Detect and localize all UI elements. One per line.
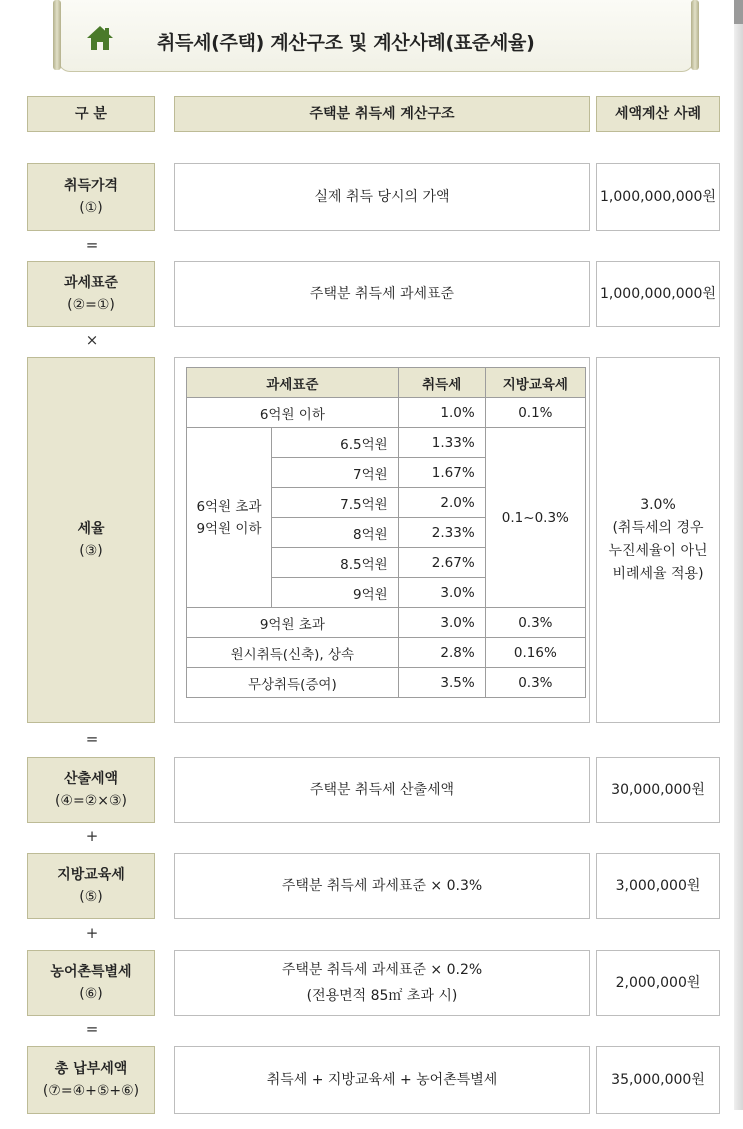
cell-base: 8억원 [272, 518, 399, 548]
desc-calculated-tax: 주택분 취득세 산출세액 [174, 757, 590, 823]
operator: + [85, 827, 99, 845]
cell-rate: 3.0% [398, 578, 485, 608]
value-total-tax: 35,000,000원 [596, 1046, 720, 1114]
header-col-structure: 주택분 취득세 계산구조 [174, 96, 590, 132]
table-row [187, 398, 586, 428]
cell-rate: 1.33% [398, 428, 485, 458]
th-edu-tax: 지방교육세 [485, 368, 585, 398]
cell-base: 원시취득(신축), 상속 [187, 638, 399, 668]
operator: = [85, 730, 99, 748]
house-icon [85, 24, 115, 56]
desc-acquisition-price: 실제 취득 당시의 가액 [174, 163, 590, 231]
cell-rate: 2.33% [398, 518, 485, 548]
cell-base: 9억원 초과 [187, 608, 399, 638]
th-acq-tax: 취득세 [398, 368, 485, 398]
value-calculated-tax: 30,000,000원 [596, 757, 720, 823]
operator: × [85, 331, 99, 349]
rate-table [186, 367, 586, 698]
table-row [187, 608, 586, 638]
desc-total-tax: 취득세 + 지방교육세 + 농어촌특별세 [174, 1046, 590, 1114]
label-acquisition-price: 취득가격 (①) [27, 163, 155, 231]
table-row [187, 428, 586, 458]
th-tax-base: 과세표준 [187, 368, 399, 398]
value-rural-special-tax: 2,000,000원 [596, 950, 720, 1016]
table-row [187, 638, 586, 668]
value-local-education-tax: 3,000,000원 [596, 853, 720, 919]
scrollbar[interactable] [734, 0, 743, 1110]
header-col-category: 구 분 [27, 96, 155, 132]
operator: = [85, 236, 99, 254]
cell-category: 6억원 초과 9억원 이하 [187, 428, 272, 608]
label-local-education-tax: 지방교육세 (⑤) [27, 853, 155, 919]
operator: = [85, 1020, 99, 1038]
cell-base: 7억원 [272, 458, 399, 488]
value-acquisition-price: 1,000,000,000원 [596, 163, 720, 231]
header-col-example: 세액계산 사례 [596, 96, 720, 132]
cell-rate: 2.0% [398, 488, 485, 518]
value-tax-base: 1,000,000,000원 [596, 261, 720, 327]
cell-base: 무상취득(증여) [187, 668, 399, 698]
label-tax-rate: 세율 (③) [27, 357, 155, 723]
cell-base: 6.5억원 [272, 428, 399, 458]
table-row [187, 668, 586, 698]
cell-rate: 2.8% [398, 638, 485, 668]
label-calculated-tax: 산출세액 (④=②×③) [27, 757, 155, 823]
cell-rate: 3.0% [398, 608, 485, 638]
cell-edu: 0.3% [485, 608, 585, 638]
label-tax-base: 과세표준 (②=①) [27, 261, 155, 327]
cell-base: 8.5억원 [272, 548, 399, 578]
operator: + [85, 924, 99, 942]
page-title: 취득세(주택) 계산구조 및 계산사례(표준세율) [157, 32, 535, 54]
cell-rate: 2.67% [398, 548, 485, 578]
cell-rate: 1.0% [398, 398, 485, 428]
cell-base: 6억원 이하 [187, 398, 399, 428]
desc-tax-base: 주택분 취득세 과세표준 [174, 261, 590, 327]
value-tax-rate: 3.0% (취득세의 경우 누진세율이 아닌 비례세율 적용) [596, 357, 720, 723]
cell-edu: 0.16% [485, 638, 585, 668]
desc-local-education-tax: 주택분 취득세 과세표준 × 0.3% [174, 853, 590, 919]
cell-edu: 0.3% [485, 668, 585, 698]
desc-rural-special-tax: 주택분 취득세 과세표준 × 0.2% (전용면적 85㎡ 초과 시) [174, 950, 590, 1016]
cell-edu: 0.1% [485, 398, 585, 428]
cell-base: 7.5억원 [272, 488, 399, 518]
title-banner [58, 0, 694, 72]
cell-base: 9억원 [272, 578, 399, 608]
cell-rate: 3.5% [398, 668, 485, 698]
label-total-tax: 총 납부세액 (⑦=④+⑤+⑥) [27, 1046, 155, 1114]
label-rural-special-tax: 농어촌특별세 (⑥) [27, 950, 155, 1016]
table-row [187, 368, 586, 398]
cell-edu: 0.1~0.3% [485, 428, 585, 608]
cell-rate: 1.67% [398, 458, 485, 488]
